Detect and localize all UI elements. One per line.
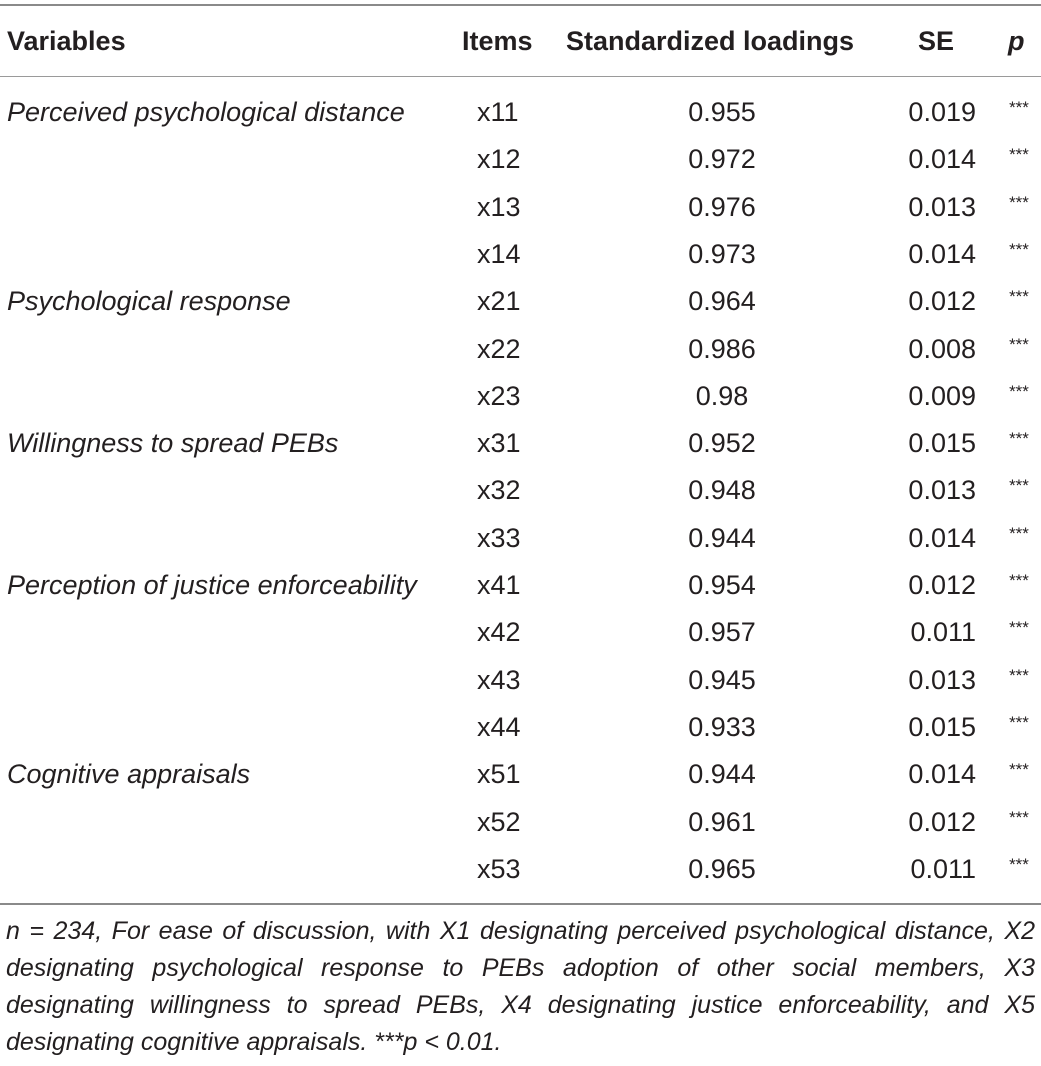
loading-value: 0.954 (688, 570, 756, 600)
se-value: 0.014 (908, 523, 976, 553)
item-code: x21 (477, 286, 521, 316)
loading-value: 0.952 (688, 428, 756, 458)
item-code: x33 (477, 523, 521, 553)
header-items: Items (462, 26, 533, 56)
loading-value: 0.957 (688, 617, 756, 647)
item-code: x44 (477, 712, 521, 742)
table-row (0, 231, 1041, 278)
table-row (0, 704, 1041, 751)
variable-name: Perception of justice enforceability (7, 570, 417, 600)
item-code: x13 (477, 192, 521, 222)
p-value: *** (1009, 808, 1029, 827)
loading-value: 0.965 (688, 854, 756, 884)
item-code: x52 (477, 807, 521, 837)
item-code: x51 (477, 759, 521, 789)
table-row (0, 467, 1041, 514)
p-value: *** (1009, 618, 1029, 637)
se-value: 0.009 (908, 381, 976, 411)
loading-value: 0.973 (688, 239, 756, 269)
se-value: 0.013 (908, 192, 976, 222)
loading-value: 0.98 (695, 381, 749, 411)
loading-value: 0.964 (688, 286, 756, 316)
se-value: 0.008 (908, 334, 976, 364)
table-row (0, 799, 1041, 846)
p-value: *** (1009, 145, 1029, 164)
bottom-rule (0, 903, 1041, 905)
item-code: x31 (477, 428, 521, 458)
loading-value: 0.976 (688, 192, 756, 222)
p-value: *** (1009, 98, 1029, 117)
p-value: *** (1009, 666, 1029, 685)
item-code: x23 (477, 381, 521, 411)
p-value: *** (1009, 524, 1029, 543)
p-value: *** (1009, 287, 1029, 306)
item-code: x22 (477, 334, 521, 364)
table-row (0, 515, 1041, 562)
table-row (0, 136, 1041, 183)
header-se: SE (918, 26, 955, 56)
p-value: *** (1009, 193, 1029, 212)
se-value: 0.012 (908, 286, 976, 316)
header-row (0, 18, 1041, 65)
item-code: x11 (477, 97, 519, 127)
se-value: 0.019 (908, 97, 976, 127)
loading-value: 0.948 (688, 475, 756, 505)
variable-name: Psychological response (7, 286, 291, 316)
variable-name: Willingness to spread PEBs (7, 428, 339, 458)
item-code: x14 (477, 239, 521, 269)
p-value: *** (1009, 571, 1029, 590)
se-value: 0.012 (908, 570, 976, 600)
table-row (0, 657, 1041, 704)
table-row (0, 373, 1041, 420)
se-value: 0.013 (908, 665, 976, 695)
item-code: x43 (477, 665, 521, 695)
se-value: 0.011 (910, 854, 976, 884)
se-value: 0.015 (908, 712, 976, 742)
loading-value: 0.945 (688, 665, 756, 695)
p-value: *** (1009, 476, 1029, 495)
variable-name: Perceived psychological distance (7, 97, 405, 127)
p-value: *** (1009, 335, 1029, 354)
header-p: p (1008, 26, 1025, 56)
item-code: x53 (477, 854, 521, 884)
table-row (0, 562, 1041, 609)
table-row (0, 420, 1041, 467)
se-value: 0.014 (908, 144, 976, 174)
table-row (0, 89, 1041, 136)
table-row (0, 846, 1041, 893)
p-value: *** (1009, 429, 1029, 448)
se-value: 0.012 (908, 807, 976, 837)
table-row (0, 751, 1041, 798)
item-code: x41 (477, 570, 521, 600)
header-rule (0, 76, 1041, 77)
top-rule (0, 4, 1041, 6)
loading-value: 0.961 (688, 807, 756, 837)
se-value: 0.014 (908, 759, 976, 789)
p-value: *** (1009, 855, 1029, 874)
p-value: *** (1009, 382, 1029, 401)
se-value: 0.014 (908, 239, 976, 269)
item-code: x42 (477, 617, 521, 647)
p-value: *** (1009, 713, 1029, 732)
se-value: 0.013 (908, 475, 976, 505)
header-variables: Variables (7, 26, 126, 56)
table-row (0, 278, 1041, 325)
p-value: *** (1009, 240, 1029, 259)
table-row (0, 184, 1041, 231)
loading-value: 0.933 (688, 712, 756, 742)
table-row (0, 326, 1041, 373)
item-code: x32 (477, 475, 521, 505)
loading-value: 0.972 (688, 144, 756, 174)
se-value: 0.015 (908, 428, 976, 458)
p-value: *** (1009, 760, 1029, 779)
item-code: x12 (477, 144, 521, 174)
variable-name: Cognitive appraisals (7, 759, 251, 789)
se-value: 0.011 (910, 617, 976, 647)
header-loadings: Standardized loadings (566, 26, 855, 56)
loading-value: 0.955 (688, 97, 756, 127)
table-footnote: n = 234, For ease of discussion, with X1 designating perceived psychological distance, X2 designating psychological response to PEBs adoption of other social members, X3 designating willingness to spread PEBs, X4 designating justice enforceability, and X5 designating cognitive appraisals. ***p < 0.01. (6, 917, 1035, 1056)
table-row (0, 609, 1041, 656)
loading-value: 0.944 (688, 759, 756, 789)
loading-value: 0.986 (688, 334, 756, 364)
loading-value: 0.944 (688, 523, 756, 553)
